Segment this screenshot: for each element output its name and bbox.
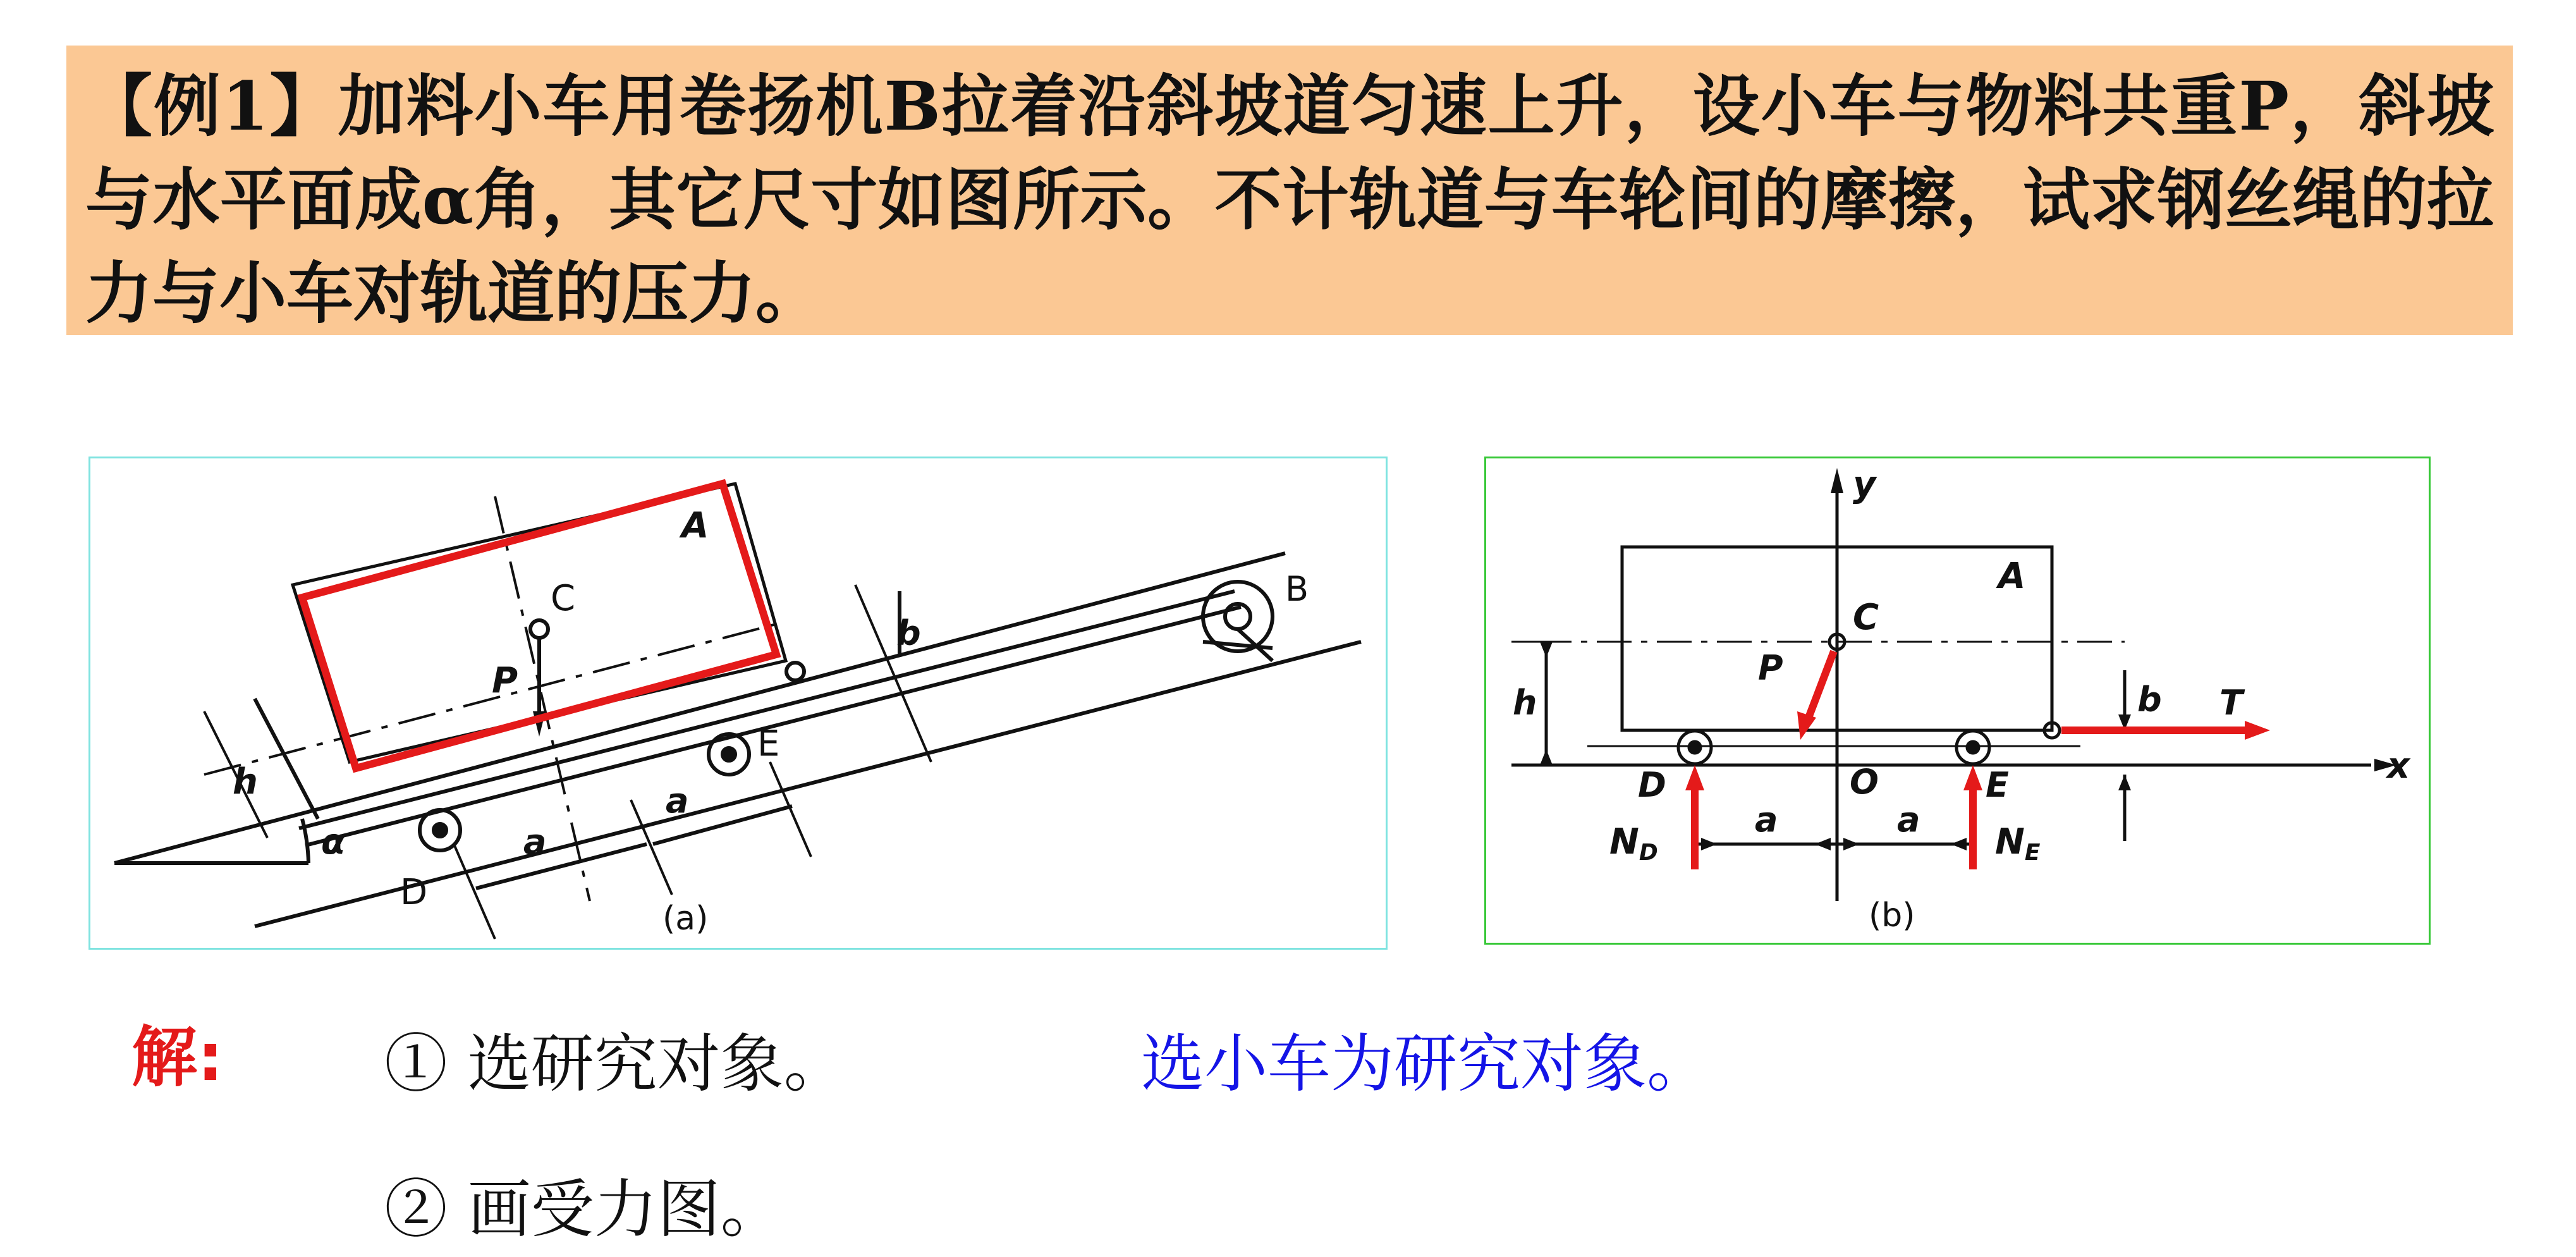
label-b-C: C (1853, 597, 1879, 638)
step-1-text: ① 选研究对象。 (384, 1027, 847, 1101)
force-NE-arrowhead (1963, 765, 1982, 790)
label-b-y: y (1853, 464, 1876, 505)
problem-text: 【例1】加料小车用卷扬机B拉着沿斜坡道匀速上升，设小车与物料共重P，斜坡与水平面成α角，其它尺寸如图所示。不计轨道与车轮间的摩擦，试求钢丝绳的拉力与小车对轨道的压力。 (85, 66, 2494, 333)
figure-b-diagram (1486, 458, 2429, 943)
force-P-line (1809, 651, 1834, 718)
label-b-ND: ND (1609, 821, 1658, 866)
figure-a-caption: (a) (662, 900, 709, 938)
label-a-D: D (400, 872, 428, 913)
label-b-O: O (1850, 762, 1879, 802)
figure-b-caption: (b) (1869, 897, 1915, 935)
figure-b-panel (1484, 457, 2431, 945)
label-a-P: P (492, 660, 518, 701)
label-b-h: h (1513, 683, 1537, 723)
label-a-a2: a (666, 781, 689, 821)
label-b-P: P (1758, 648, 1783, 688)
solution-label: 解: (131, 1019, 224, 1096)
label-b-A: A (1998, 556, 2026, 597)
label-b-x: x (2387, 745, 2410, 787)
label-b-b: b (2137, 680, 2162, 720)
label-a-a1: a (523, 822, 547, 862)
label-b-E: E (1986, 765, 2009, 805)
label-a-A: A (681, 505, 709, 546)
step-1-answer: 选小车为研究对象。 (1141, 1027, 1710, 1101)
figure-a-diagram (90, 458, 1386, 948)
force-T-arrowhead (2245, 721, 2270, 740)
label-b-a1: a (1755, 800, 1778, 840)
problem-statement-box (66, 46, 2513, 335)
label-a-h: h (233, 761, 258, 802)
label-b-D: D (1638, 765, 1666, 805)
label-a-E: E (757, 723, 780, 764)
label-b-T: T (2219, 683, 2243, 723)
force-ND-arrowhead (1685, 765, 1704, 790)
step-2-text: ② 画受力图。 (384, 1172, 784, 1246)
figure-a-panel (89, 457, 1388, 950)
label-b-NE: NE (1995, 821, 2041, 866)
label-a-C: C (551, 578, 576, 619)
label-a-alpha: α (321, 821, 346, 862)
label-a-b: b (896, 613, 921, 653)
label-a-B: B (1285, 569, 1309, 609)
label-b-a2: a (1897, 800, 1920, 840)
